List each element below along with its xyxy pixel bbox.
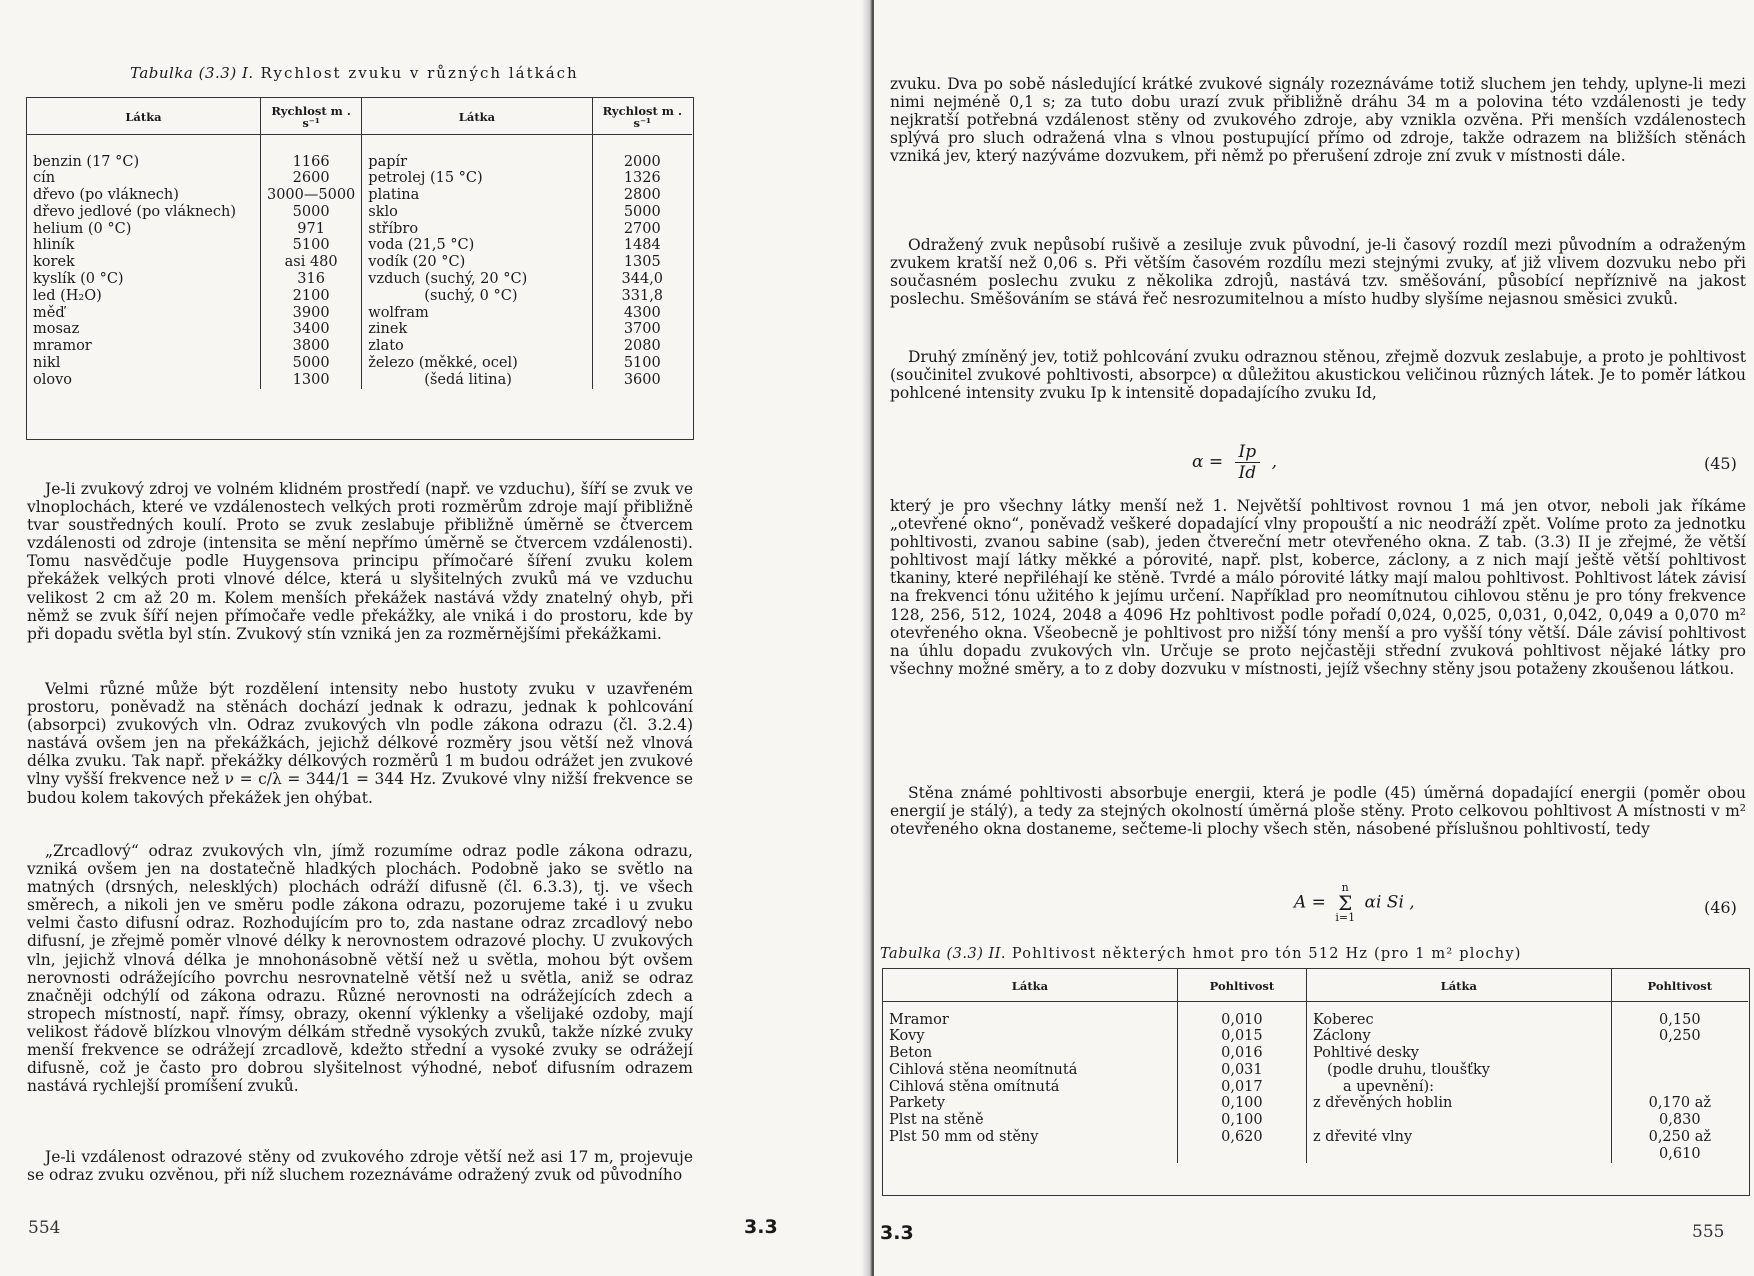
left-page-number: 554 bbox=[28, 1218, 61, 1238]
table2 bbox=[883, 969, 1748, 1163]
table2-substance-cell: Cihlová stěna omítnutá bbox=[883, 1079, 1177, 1096]
equation-46-number: (46) bbox=[1704, 898, 1737, 917]
table-row bbox=[27, 187, 692, 204]
table-row bbox=[27, 338, 692, 355]
table2-absorption-cell: 0,015 bbox=[1177, 1028, 1306, 1045]
left-paragraph-2 bbox=[27, 680, 693, 807]
table1-substance-cell: zinek bbox=[362, 321, 592, 338]
table1-speed-cell: 2700 bbox=[623, 220, 661, 237]
table1-substance-cell: nikl bbox=[27, 355, 260, 372]
table1-substance-cell: wolfram bbox=[362, 305, 592, 322]
table-row bbox=[883, 1146, 1748, 1163]
table-row bbox=[27, 288, 692, 305]
right-section-number: 3.3 bbox=[880, 1222, 914, 1244]
table-row bbox=[27, 305, 692, 322]
table2-absorption-cell: 0,016 bbox=[1177, 1045, 1306, 1062]
table1-speed-cell: 971 bbox=[260, 221, 361, 238]
table-row bbox=[883, 1112, 1748, 1129]
table-row bbox=[27, 254, 692, 271]
table-row bbox=[883, 1028, 1748, 1045]
table2-absorption-cell bbox=[1611, 1062, 1748, 1079]
table1-speed-cell: 1326 bbox=[623, 170, 661, 187]
table1-substance-cell: mosaz bbox=[27, 321, 260, 338]
table-row bbox=[27, 204, 692, 221]
table2-absorption-cell bbox=[1611, 1079, 1748, 1096]
left-page bbox=[0, 0, 868, 1276]
table2-absorption-cell: 0,250 až bbox=[1648, 1129, 1711, 1146]
table1-substance-cell: korek bbox=[27, 254, 260, 271]
table1 bbox=[27, 98, 692, 389]
right-paragraph-2-text: Odražený zvuk nepůsobí rušivě a zesiluje zvuk původní, je-li časový rozdíl mezi původním a odraženým zvukem kratší než 0,06 s. Při větším časovém rozdílu mezi stejnými zvuky, ať již vlivem dozvuku nebo při současném poslechu zvuku z několika zdrojů, nastává tzv. směšování, působící nepříznivě na jakost poslechu. Směšováním se stává řeč nesrozumitelnou a místo hudby slyšíme nejasnou směsici zvuků. bbox=[890, 236, 1746, 309]
table1-substance-cell: měď bbox=[27, 305, 260, 322]
table1-speed-cell: 4300 bbox=[623, 304, 661, 321]
table1-speed-cell: 1300 bbox=[260, 372, 361, 389]
table1-substance-cell: voda (21,5 °C) bbox=[362, 237, 592, 254]
table1-substance-cell: petrolej (15 °C) bbox=[362, 170, 592, 187]
table-row bbox=[27, 237, 692, 254]
right-paragraph-5 bbox=[890, 784, 1746, 838]
table2-substance-cell: z dřevěných hoblin bbox=[1306, 1095, 1611, 1112]
table1-speed-cell: 1305 bbox=[623, 254, 661, 271]
table2-header: Látka bbox=[883, 969, 1177, 1001]
table-row bbox=[27, 355, 692, 372]
table2-absorption-cell bbox=[1611, 1045, 1748, 1062]
equation-46-body: αi Si , bbox=[1364, 892, 1415, 913]
table1-speed-cell: 5000 bbox=[623, 203, 661, 220]
table2-substance-cell: Plst na stěně bbox=[883, 1112, 1177, 1129]
table1-substance-cell: benzin (17 °C) bbox=[27, 154, 260, 171]
right-page bbox=[874, 0, 1754, 1276]
table2-substance-cell: Plst 50 mm od stěny bbox=[883, 1129, 1177, 1146]
table1-speed-cell: 5000 bbox=[260, 204, 361, 221]
table1-header: Rychlost m . s⁻¹ bbox=[592, 98, 692, 134]
table2-substance-cell bbox=[1306, 1146, 1611, 1163]
left-paragraph-1-text: Je-li zvukový zdroj ve volném klidném prostředí (např. ve vzduchu), šíří se zvuk ve vlnoplochách, které ve vzdálenostech velkých proti rozměrům zdroje mají přibližně tvar soustředných koulí. Proto se zvuk zeslabuje přibližně úměrně se čtvercem vzdálenosti od zdroje (intensita se mění nepřímo úměrně se čtvercem vzdálenosti). Tomu nasvědčuje podle Huygensova principu přímočaré šíření zvuku kolem překážek velkých proti vlnové délce, která u slyšitelných zvuků má ve vzduchu velikost 2 cm až 20 m. Kolem menších překážek nastává vždy znatelný ohyb, při němž se zvuk šíří nejen přímočaře vedle překážky, ale vniká i do prostoru, kde by při dopadu světla byl stín. Zvukový stín vzniká jen za rozměrnějšími překážkami. bbox=[27, 480, 693, 643]
table1-substance-cell: dřevo (po vláknech) bbox=[27, 187, 260, 204]
left-paragraph-4 bbox=[27, 1148, 693, 1184]
equation-45-lhs: α = bbox=[1192, 452, 1224, 472]
table1-speed-cell: 5000 bbox=[260, 355, 361, 372]
table-row bbox=[27, 321, 692, 338]
table2-absorption-cell: 0,610 bbox=[1659, 1145, 1701, 1162]
table2-substance-cell bbox=[1306, 1112, 1611, 1129]
equation-46-sum-bottom: i=1 bbox=[1335, 911, 1356, 924]
table2-substance-cell: Beton bbox=[883, 1045, 1177, 1062]
table2-header: Pohltivost bbox=[1611, 969, 1748, 1001]
table2-absorption-cell: 0,031 bbox=[1177, 1062, 1306, 1079]
table1-substance-cell: železo (měkké, ocel) bbox=[362, 355, 592, 372]
right-paragraph-5-text: Stěna známé pohltivosti absorbuje energii, která je podle (45) úměrná dopadající energii (poměr obou energií je stálý), a tedy za stejných okolností úměrná ploše stěny. Proto celkovou pohltivost A místnosti v m² otevřeného okna dostaneme, sečteme-li plochy všech stěn, násobené příslušnou pohltivostí, tedy bbox=[890, 784, 1746, 839]
right-paragraph-4 bbox=[890, 497, 1746, 678]
left-paragraph-3 bbox=[27, 842, 693, 1095]
table1-speed-cell: 316 bbox=[260, 271, 361, 288]
left-paragraph-3-text: „Zrcadlový“ odraz zvukových vln, jímž rozumíme odraz podle zákona odrazu, vzniká ovšem jen na dostatečně hladkých plochách. Podobně jako se světlo na matných (drsných, neleskl‍ých) plochách odráží difusně (čl. 6.3.3), tj. ve všech směrech, a nikoli jen ve směru podle zákona odrazu, pozorujeme také i u zvuku velmi často difusní odraz. Rozhodujícím pro to, zda nastane odraz zrcadlový nebo difusní, je zřejmě poměr vlnové délky k nerovnostem odrazové plochy. U zvukových vln, jejichž vlnová délka je mnohonásobně větší než u světla, mohou být ovšem nerovnosti odrážejícího povrchu nesrovnatelně větší než u světla, aniž se odraz značněji odchýlí od zákona odrazu. Různé nerovnosti na odrážejících zdech a stropech místností, např. římsy, obrazy, okenní výklenky a všelijaké ozdoby, mají velikost řádově blízkou vlnovým délkám středně vysokých zvuků, takže nízké zvuky menší frekvence se odrážejí zrcadlově, kdežto střední a vysoké zvuky se odrážejí difusně, což je často pro dobrou slyšitelnost výhodné, neboť difusním odrazem nastává rychlejší promíšení zvuků. bbox=[27, 842, 693, 1096]
table2-substance-cell: z dřevité vlny bbox=[1306, 1129, 1611, 1146]
table1-substance-cell: hliník bbox=[27, 237, 260, 254]
table2-absorption-cell: 0,250 bbox=[1659, 1028, 1701, 1045]
right-paragraph-2 bbox=[890, 236, 1746, 308]
table1-substance-cell: kyslík (0 °C) bbox=[27, 271, 260, 288]
table1-speed-cell: 2800 bbox=[623, 187, 661, 204]
table-row bbox=[27, 154, 692, 171]
table1-speed-cell: 1484 bbox=[623, 237, 661, 254]
table2-substance-cell: Mramor bbox=[883, 1012, 1177, 1029]
table1-caption-title: Rychlost zvuku v různých látkách bbox=[260, 64, 579, 82]
table1-speed-cell: 1166 bbox=[260, 154, 361, 171]
table1-substance-cell: mramor bbox=[27, 338, 260, 355]
table2-substance-cell: Kovy bbox=[883, 1028, 1177, 1045]
left-paragraph-2-text: Velmi různé může být rozdělení intensity nebo hustoty zvuku v uzavřeném prostoru, poněvadž na stěnách dochází jednak k odrazu, jednak k pohlcování (absorpci) zvukových vln. Odraz zvukových vln podle zákona odrazu (čl. 3.2.4) nastává ovšem jen na překážkách, jejichž délkové rozměry jsou větší než vlnová délka zvuku. Tak např. překážky délkových rozměrů 1 m budou odrážet jen zvukové vlny vyšší frekvence než ν = c/λ = 344/1 = 344 Hz. Zvukové vlny nižší frekvence se budou kolem takových překážek jen ohýbat. bbox=[27, 680, 693, 807]
table-row bbox=[883, 1062, 1748, 1079]
table2-absorption-cell: 0,100 bbox=[1177, 1095, 1306, 1112]
table1-substance-cell: dřevo jedlové (po vláknech) bbox=[27, 204, 260, 221]
right-paragraph-1 bbox=[890, 75, 1746, 165]
table2-absorption-cell: 0,100 bbox=[1177, 1112, 1306, 1129]
table2-substance-cell: (podle druhu, tloušťky bbox=[1306, 1062, 1611, 1079]
table1-speed-cell: 3000—5000 bbox=[260, 187, 361, 204]
right-paragraph-1-text: zvuku. Dva po sobě následující krátké zvukové signály rozeznáváme totiž sluchem jen tehdy, uplyne-li mezi nimi nejméně 0,1 s; za tuto dobu urazí zvuk přibližně dráhu 34 m a polovina této vzdálenosti je tedy nejkratší potřebná vzdálenost stěny od zvukového zdroje, aby vznikla ozvěna. Při menších vzdálenostech splývá pro sluch odražená vlna s vlnou postupující přímo od zdroje, takže odrazem na bližších stěnách vzniká jev, který nazýváme dozvukem, při němž po přerušení zdroje zní zvuk v místnosti dále. bbox=[890, 75, 1746, 166]
right-paragraph-3 bbox=[890, 348, 1746, 402]
table2-substance-cell: a upevnění): bbox=[1306, 1079, 1611, 1096]
right-paragraph-4-text: který je pro všechny látky menší než 1. Největší pohltivost rovnou 1 má jen otvor, neboli jak říkáme „otevřené okno“, poněvadž veškeré dopadající vlny propouští a nic neodráží zpět. Volíme proto za jednotku pohltivosti, zvanou sabine (sab), jeden čtvereční metr otevřeného okna. Z tab. (3.3) II je zřejmé, že větší pohltivost mají látky měkké a pórovité, např. plst, koberce, záclony, a z nich mají ještě větší pohltivost tkaniny, které nepřiléhají ke stěně. Tvrdé a málo pórovité látky mají malou pohltivost. Pohltivost látek závisí na frekvenci tónu užitého k jejímu určení. Například pro neomítnutou cihlovou stěnu je pro tóny frekvence 128, 256, 512, 1024, 2048 a 4096 Hz pohltivost podle pořadí 0,024, 0,025, 0,031, 0,042, 0,049 a 0,070 m² otevřeného okna. Všeobecně je pohltivost pro nižší tóny menší a pro vyšší tóny větší. Dále závisí pohltivost na úhlu dopadu zvukových vln. Určuje se proto nejčastěji střední zvuková pohltivost nějaké látky pro všechny možné směry, a to z doby dozvuku v místnosti, jejíž všechny stěny jsou potaženy zkoušenou látkou. bbox=[890, 497, 1746, 678]
table1-substance-cell: papír bbox=[362, 154, 592, 171]
table2-body bbox=[883, 1001, 1748, 1163]
table1-speed-cell: 2000 bbox=[623, 153, 661, 170]
table2-substance-cell bbox=[883, 1146, 1177, 1163]
equation-45-numerator: Ip bbox=[1235, 442, 1261, 463]
table2-header: Pohltivost bbox=[1177, 969, 1306, 1001]
table1-speed-cell: 3800 bbox=[260, 338, 361, 355]
table1-substance-cell: olovo bbox=[27, 372, 260, 389]
table-row bbox=[883, 1095, 1748, 1112]
table-row bbox=[27, 170, 692, 187]
table1-speed-cell: 2080 bbox=[623, 338, 661, 355]
table2-caption bbox=[880, 946, 1522, 962]
table1-spacer-row bbox=[27, 134, 692, 154]
left-paragraph-4-text: Je-li vzdálenost odrazové stěny od zvukového zdroje větší než asi 17 m, projevuje se odraz zvuku ozvěnou, při níž sluchem rozeznáváme odražený zvuk od původního bbox=[27, 1148, 693, 1185]
table1-substance-cell: cín bbox=[27, 170, 260, 187]
table1-substance-cell: sklo bbox=[362, 204, 592, 221]
left-section-number: 3.3 bbox=[744, 1216, 778, 1238]
equation-45 bbox=[1192, 442, 1277, 483]
table1-substance-cell: led (H₂O) bbox=[27, 288, 260, 305]
table1-header: Rychlost m . s⁻¹ bbox=[260, 98, 361, 134]
left-paragraph-1 bbox=[27, 480, 693, 643]
table1-substance-cell: platina bbox=[362, 187, 592, 204]
table1-substance-cell: (suchý, 0 °C) bbox=[362, 288, 592, 305]
table2-absorption-cell: 0,830 bbox=[1659, 1112, 1701, 1129]
table-row bbox=[27, 271, 692, 288]
equation-46 bbox=[1294, 882, 1415, 924]
table2-absorption-cell: 0,620 bbox=[1177, 1129, 1306, 1146]
table1-substance-cell: (šedá litina) bbox=[362, 372, 592, 389]
table-row bbox=[883, 1045, 1748, 1062]
table1-header: Látka bbox=[362, 98, 592, 134]
table1-substance-cell: helium (0 °C) bbox=[27, 221, 260, 238]
table2-substance-cell: Koberec bbox=[1306, 1012, 1611, 1029]
table2-substance-cell: Pohltivé desky bbox=[1306, 1045, 1611, 1062]
table2-header-row bbox=[883, 969, 1748, 1001]
table1-substance-cell: vzduch (suchý, 20 °C) bbox=[362, 271, 592, 288]
table1-header: Látka bbox=[27, 98, 260, 134]
table1-speed-cell: 331,8 bbox=[621, 287, 664, 304]
table1-substance-cell: vodík (20 °C) bbox=[362, 254, 592, 271]
table2-header: Látka bbox=[1306, 969, 1611, 1001]
table2-absorption-cell: 0,170 až bbox=[1648, 1095, 1711, 1112]
table1-speed-cell: 3700 bbox=[623, 321, 661, 338]
equation-46-sum-top: n bbox=[1341, 881, 1349, 894]
table2-substance-cell: Záclony bbox=[1306, 1028, 1611, 1045]
summation-sign-icon: Σ bbox=[1338, 891, 1353, 915]
table1-speed-cell: 2600 bbox=[260, 170, 361, 187]
table1-speed-cell: 3600 bbox=[623, 371, 661, 388]
table1-body bbox=[27, 134, 692, 389]
table1-caption-prefix: Tabulka (3.3) I. bbox=[130, 64, 254, 82]
table-row bbox=[883, 1079, 1748, 1096]
table1-header-row bbox=[27, 98, 692, 134]
table2-absorption-cell: 0,150 bbox=[1659, 1011, 1701, 1028]
table2-spacer-row bbox=[883, 1001, 1748, 1012]
table2-absorption-cell bbox=[1177, 1146, 1306, 1163]
equation-45-denominator: Id bbox=[1238, 463, 1257, 483]
equation-46-lhs: A = bbox=[1294, 892, 1326, 913]
table2-absorption-cell: 0,017 bbox=[1177, 1079, 1306, 1096]
equation-45-tail: , bbox=[1271, 452, 1277, 472]
table1-speed-cell: 5100 bbox=[260, 237, 361, 254]
table2-caption-prefix: Tabulka (3.3) II. bbox=[880, 946, 1007, 962]
table1-speed-cell: asi 480 bbox=[260, 254, 361, 271]
table1-speed-cell: 344,0 bbox=[621, 271, 664, 288]
table1-speed-cell: 3400 bbox=[260, 321, 361, 338]
table1-substance-cell: zlato bbox=[362, 338, 592, 355]
table1-speed-cell: 3900 bbox=[260, 305, 361, 322]
table1-speed-cell: 5100 bbox=[623, 355, 661, 372]
equation-45-number: (45) bbox=[1704, 454, 1737, 473]
right-page-number: 555 bbox=[1692, 1222, 1725, 1242]
table2-caption-title: Pohltivost některých hmot pro tón 512 Hz (pro 1 m² plochy) bbox=[1011, 946, 1522, 962]
table1-caption bbox=[130, 64, 579, 82]
table2-substance-cell: Cihlová stěna neomítnutá bbox=[883, 1062, 1177, 1079]
table-row bbox=[27, 221, 692, 238]
right-paragraph-3-text: Druhý zmíněný jev, totiž pohlcování zvuku odraznou stěnou, zřejmě dozvuk zeslabuje, a proto je pohltivost (součinitel zvukové pohltivosti, absorpce) α důležitou akustickou veličinou různých látek. Je to poměr látkou pohlcené intensity zvuku Ip k intensitě dopadajícího zvuku Id, bbox=[890, 348, 1746, 403]
table2-absorption-cell: 0,010 bbox=[1177, 1012, 1306, 1029]
table-row bbox=[883, 1012, 1748, 1029]
table2-substance-cell: Parkety bbox=[883, 1095, 1177, 1112]
table-row bbox=[883, 1129, 1748, 1146]
table1-substance-cell: stříbro bbox=[362, 221, 592, 238]
table-row bbox=[27, 372, 692, 389]
table1-speed-cell: 2100 bbox=[260, 288, 361, 305]
